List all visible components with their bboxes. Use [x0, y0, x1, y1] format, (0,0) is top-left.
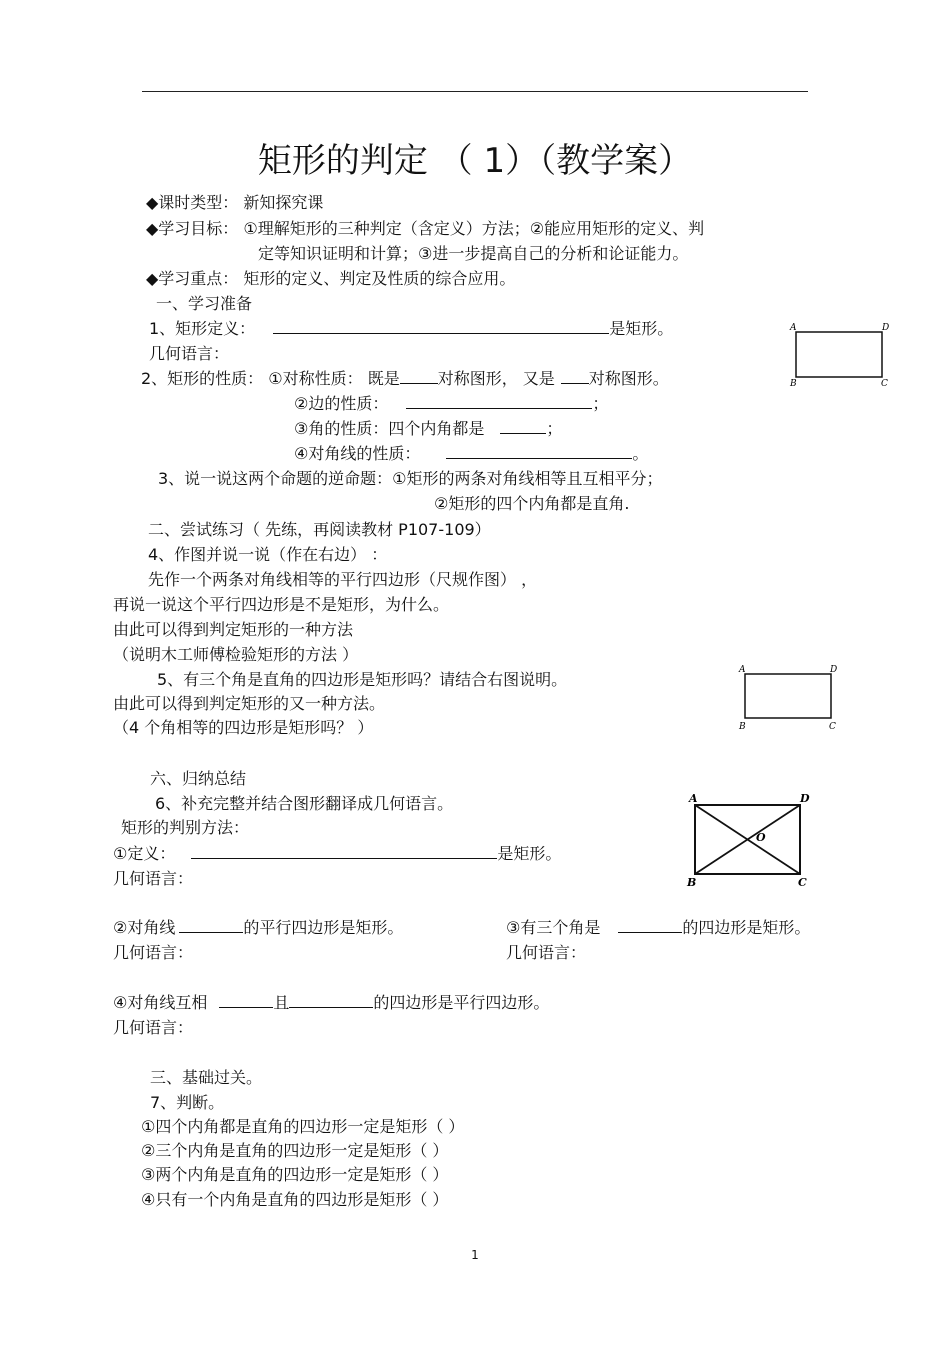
question-4-line: 再说一说这个平行四边形是不是矩形，为什么。	[113, 595, 450, 614]
learning-focus: ◆学习重点： 矩形的定义、判定及性质的综合应用。	[146, 269, 516, 288]
question-3: 3、说一说这两个命题的逆命题：①矩形的两条对角线相等且互相平分；	[158, 469, 663, 488]
vertex-label: D	[882, 323, 890, 333]
section-heading: 三、基础过关。	[150, 1068, 263, 1087]
question-5-line: （4 个角相等的四边形是矩形吗？ ）	[113, 718, 374, 737]
edge-property: ②边的性质： ；	[294, 394, 609, 413]
rectangle-figure-2	[735, 660, 845, 735]
geo-language-label: 几何语言：	[113, 869, 194, 888]
learning-goals: ◆学习目标： ①理解矩形的三种判定（含定义）方法；②能应用矩形的定义、判	[146, 219, 705, 238]
vertex-label: A	[790, 323, 797, 333]
answer-blank[interactable]	[446, 444, 632, 459]
judge-item: ②三个内角是直角的四边形一定是矩形（ ）	[141, 1141, 449, 1160]
method-definition: ①定义： 是矩形。	[113, 844, 562, 863]
methods-label: 矩形的判别方法：	[121, 818, 250, 837]
geo-language-label: 几何语言：	[149, 344, 230, 363]
diagonal-property: ④对角线的性质： 。	[294, 444, 649, 463]
vertex-label: A	[739, 665, 746, 675]
vertex-label: C	[881, 379, 888, 389]
vertex-label: B	[790, 379, 797, 389]
vertex-label: B	[739, 722, 746, 732]
page-title: 矩形的判定 （ 1）（教学案）	[257, 141, 693, 181]
question-4-line: 先作一个两条对角线相等的平行四边形（尺规作图） ，	[148, 570, 538, 589]
question-4-line: 由此可以得到判定矩形的一种方法	[113, 620, 354, 639]
judge-item: ④只有一个内角是直角的四边形是矩形（ ）	[141, 1190, 449, 1209]
question-5: 5、有三个角是直角的四边形是矩形吗？请结合右图说明。	[157, 670, 568, 689]
question-4: 4、作图并说一说（作在右边） ：	[148, 545, 388, 564]
center-label: O	[756, 831, 766, 844]
question-1: 1、矩形定义： 是矩形。	[149, 319, 674, 338]
question-7: 7、判断。	[150, 1093, 225, 1112]
vertex-label: D	[830, 665, 838, 675]
judge-item: ③两个内角是直角的四边形一定是矩形（ ）	[141, 1165, 449, 1184]
answer-blank[interactable]	[406, 394, 592, 409]
answer-blank[interactable]	[500, 419, 546, 434]
answer-blank[interactable]	[618, 918, 682, 933]
vertex-label: B	[687, 876, 697, 889]
answer-blank[interactable]	[191, 844, 497, 859]
rectangle-diagonals-figure	[680, 788, 820, 893]
answer-blank[interactable]	[219, 993, 273, 1008]
answer-blank[interactable]	[273, 319, 609, 334]
rectangle-shape	[796, 332, 882, 377]
rectangle-shape	[745, 674, 831, 718]
lesson-type: ◆课时类型： 新知探究课	[146, 193, 324, 212]
section-heading: 二、尝试练习（ 先练，再阅读教材 P107-109）	[148, 520, 491, 539]
vertex-label: A	[689, 792, 698, 805]
rectangle-figure-1	[785, 320, 895, 390]
question-6: 6、补充完整并结合图形翻译成几何语言。	[155, 794, 454, 813]
vertex-label: C	[829, 722, 836, 732]
question-4-line: （说明木工师傅检验矩形的方法 ）	[113, 645, 359, 664]
geo-language-label: 几何语言：	[506, 943, 587, 962]
question-5-line: 由此可以得到判定矩形的又一种方法。	[113, 694, 386, 713]
geo-language-label: 几何语言：	[113, 943, 194, 962]
geo-language-label: 几何语言：	[113, 1018, 194, 1037]
answer-blank[interactable]	[179, 918, 243, 933]
answer-blank[interactable]	[400, 369, 438, 384]
section-heading: 六、归纳总结	[150, 769, 247, 788]
section-heading: 一、学习准备	[156, 294, 253, 313]
learning-goals-cont: 定等知识证明和计算；③进一步提高自己的分析和论证能力。	[258, 244, 689, 263]
answer-blank[interactable]	[289, 993, 373, 1008]
question-2: 2、矩形的性质： ①对称性质： 既是 对称图形， 又是 对称图形。	[141, 369, 669, 388]
angle-property: ③角的性质：四个内角都是 ；	[294, 419, 563, 438]
method-diagonal: ②对角线 的平行四边形是矩形。	[113, 918, 404, 937]
vertex-label: C	[798, 876, 807, 889]
page-number: 1	[471, 1248, 479, 1262]
vertex-label: D	[800, 792, 810, 805]
method-bisect: ④对角线互相 且 的四边形是平行四边形。	[113, 993, 550, 1012]
question-3-cont: ②矩形的四个内角都是直角.	[434, 494, 630, 513]
answer-blank[interactable]	[561, 369, 589, 384]
top-rule	[142, 91, 808, 92]
method-three-angles: ③有三个角是 的四边形是矩形。	[506, 918, 811, 937]
judge-item: ①四个内角都是直角的四边形一定是矩形（ ）	[141, 1117, 465, 1136]
